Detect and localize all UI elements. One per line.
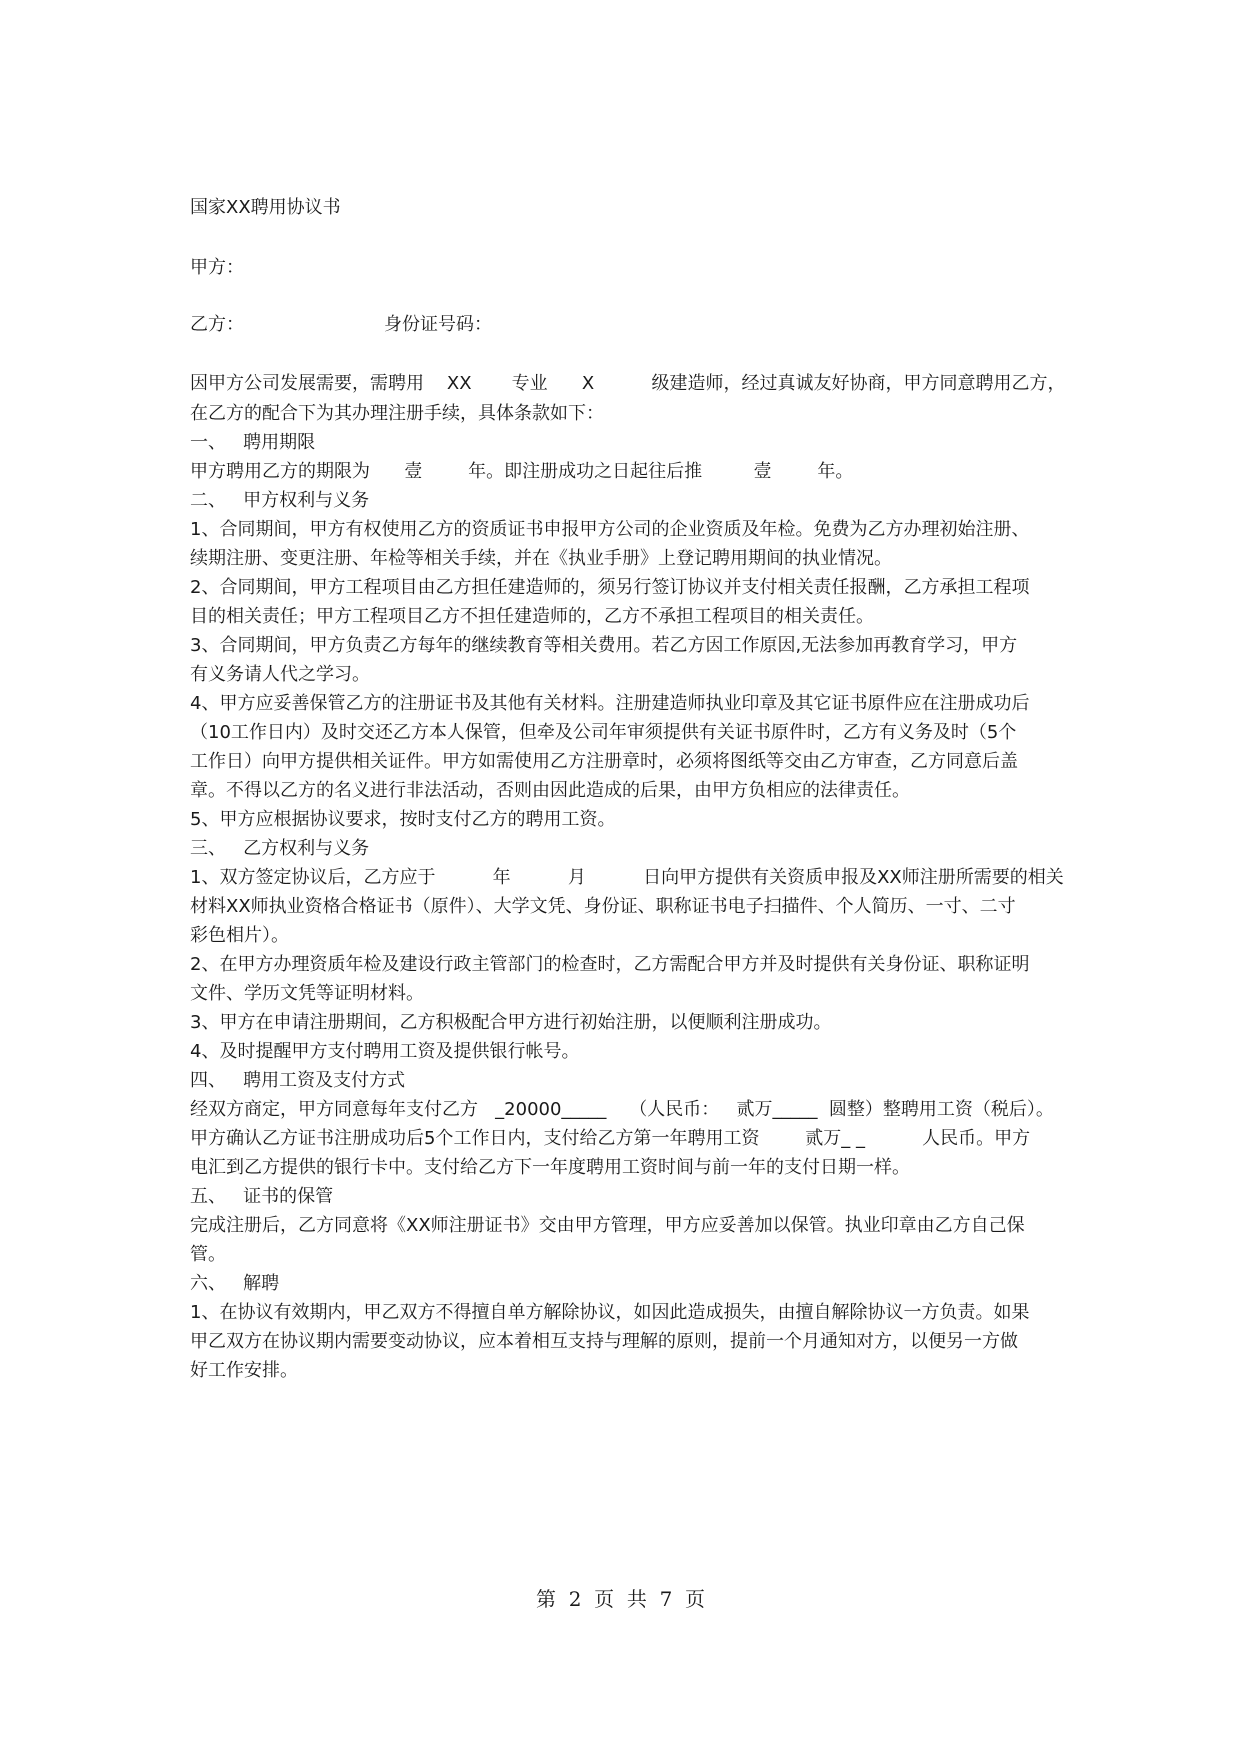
section-line: 材料XX师执业资格合格证书（原件）、大学文凭、身份证、职称证书电子扫描件、个人简历、一寸、二寸 [190,896,1016,917]
section-line: 有义务请人代之学习。 [190,664,370,685]
section-line: 彩色相片）。 [190,925,289,946]
section-line: 甲方聘用乙方的期限为 壹 年。即注册成功之日起往后推 壹 年。 [190,461,854,482]
section-heading: 五、 证书的保管 [190,1186,334,1207]
section-line: （10工作日内）及时交还乙方本人保管，但牵及公司年审须提供有关证书原件时，乙方有义务及时（5个 [190,722,1017,743]
section-line: 甲方确认乙方证书注册成功后5个工作日内，支付给乙方第一年聘用工资 贰万_ _ 人民币。甲方 [190,1128,1031,1149]
section-line: 电汇到乙方提供的银行卡中。支付给乙方下一年度聘用工资时间与前一年的支付日期一样。 [190,1157,910,1178]
section-line: 目的相关责任；甲方工程项目乙方不担任建造师的，乙方不承担工程项目的相关责任。 [190,606,874,627]
section-line: 2、在甲方办理资质年检及建设行政主管部门的检查时，乙方需配合甲方并及时提供有关身份证、职称证明 [190,954,1030,975]
section-line: 管。 [190,1244,226,1265]
section-heading: 三、 乙方权利与义务 [190,838,370,859]
section-line: 续期注册、变更注册、年检等相关手续，并在《执业手册》上登记聘用期间的执业情况。 [190,548,892,569]
section-line: 工作日）向甲方提供相关证件。甲方如需使用乙方注册章时，必须将图纸等交由乙方审查，乙方同意后盖 [190,751,1018,772]
section-line: 4、甲方应妥善保管乙方的注册证书及其他有关材料。注册建造师执业印章及其它证书原件应在注册成功后 [190,693,1030,714]
party-a-label: 甲方： [190,257,244,278]
page-number-footer: 第 2 页 共 7 页 [535,1587,706,1611]
document-title: 国家XX聘用协议书 [190,197,341,218]
section-line: 完成注册后，乙方同意将《XX师注册证书》交由甲方管理，甲方应妥善加以保管。执业印章由乙方自己保 [190,1215,1025,1236]
section-line: 文件、学历文凭等证明材料。 [190,983,424,1004]
section-heading: 四、 聘用工资及支付方式 [190,1070,406,1091]
section-line: 3、甲方在申请注册期间，乙方积极配合甲方进行初始注册，以便顺利注册成功。 [190,1012,832,1033]
intro-line: 因甲方公司发展需要，需聘用 XX 专业 X 级建造师，经过真诚友好协商，甲方同意聘用乙方， [190,373,1066,394]
section-heading: 六、 解聘 [190,1273,280,1294]
section-heading: 一、 聘用期限 [190,432,316,453]
intro-line: 在乙方的配合下为其办理注册手续，具体条款如下： [190,403,604,424]
section-line: 1、双方签定协议后，乙方应于 年 月 日向甲方提供有关资质申报及XX师注册所需要的相关 [190,867,1064,888]
party-b-row [190,313,492,337]
section-line: 章。不得以乙方的名义进行非法活动，否则由因此造成的后果，由甲方负相应的法律责任。 [190,780,910,801]
section-line: 经双方商定，甲方同意每年支付乙方 _20000_____ （人民币： 贰万_____ 圆整）整聘用工资（税后）。 [190,1099,1054,1120]
section-line: 1、在协议有效期内，甲乙双方不得擅自单方解除协议，如因此造成损失，由擅自解除协议一方负责。如果 [190,1302,1030,1323]
section-line: 1、合同期间，甲方有权使用乙方的资质证书申报甲方公司的企业资质及年检。免费为乙方办理初始注册、 [190,519,1030,540]
section-line: 4、及时提醒甲方支付聘用工资及提供银行帐号。 [190,1041,580,1062]
party-b-label: 乙方： [190,314,244,335]
section-line: 甲乙双方在协议期内需要变动协议，应本着相互支持与理解的原则，提前一个月通知对方，以便另一方做 [190,1331,1018,1352]
section-line: 好工作安排。 [190,1360,298,1381]
section-line: 5、甲方应根据协议要求，按时支付乙方的聘用工资。 [190,809,616,830]
section-line: 2、合同期间，甲方工程项目由乙方担任建造师的，须另行签订协议并支付相关责任报酬，乙方承担工程项 [190,577,1030,598]
id-number-label: 身份证号码： [384,314,492,335]
section-heading: 二、 甲方权利与义务 [190,490,370,511]
section-line: 3、合同期间，甲方负责乙方每年的继续教育等相关费用。若乙方因工作原因,无法参加再教育学习，甲方 [190,635,1018,656]
